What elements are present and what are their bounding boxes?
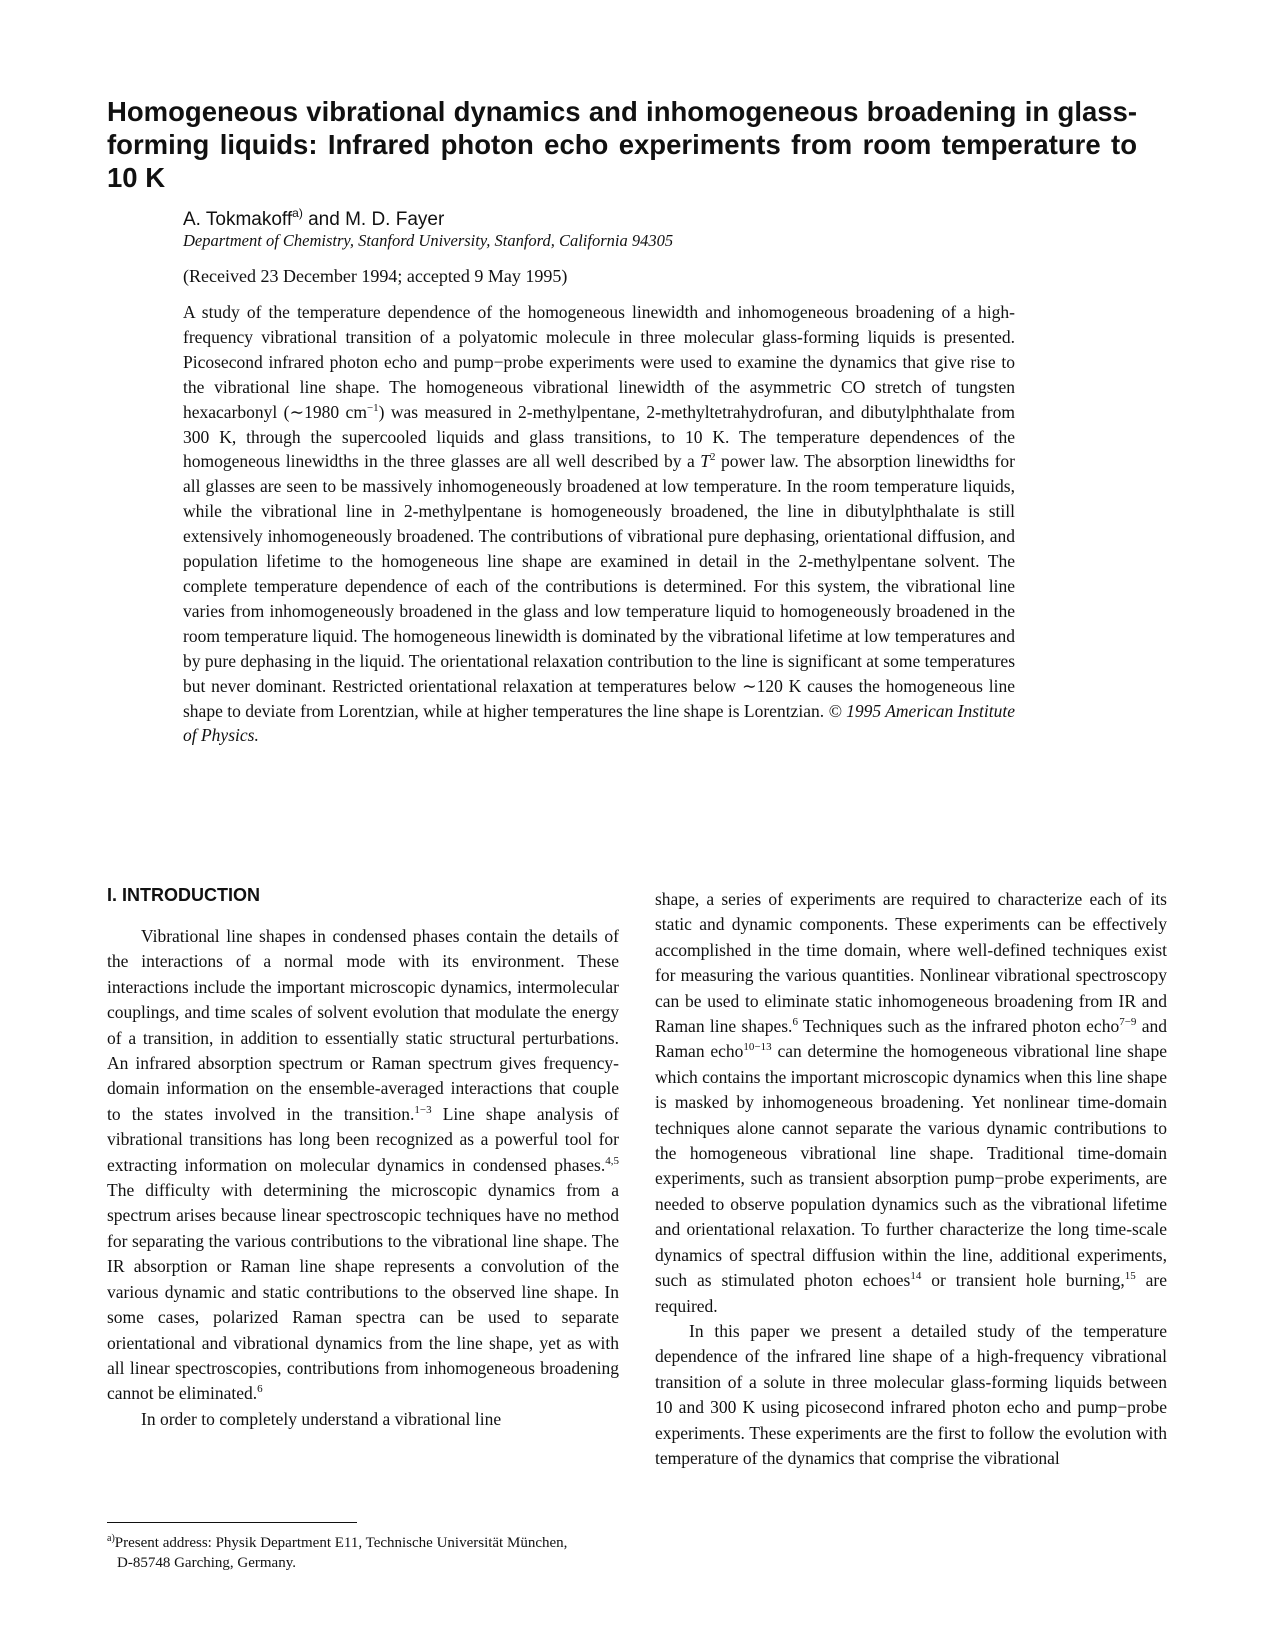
citation-superscript: 14 (910, 1270, 922, 1283)
paper-title: Homogeneous vibrational dynamics and inhomogeneous broadening in glass-forming liquids: Infrared photon echo experiments from room temperature to 10 K (107, 96, 1137, 193)
author-list (183, 206, 445, 231)
abstract-superscript: 2 (710, 451, 716, 464)
abstract-text-3: power law. The absorption linewidths for all glasses are seen to be massively inhomogeneously broadened at low temperature. In the room temperature liquids, while the vibrational line in 2-methylpentane is homogeneously broadened, the line in dibutylphthalate is still extensively inhomogeneously broadened. The contributions of vibrational pure dephasing, orientational diffusion, and population lifetime to the homogeneous line shape are examined in detail in the 2-methylpentane solvent. The complete temperature dependence of each of the contributions is determined. For this system, the vibrational line varies from inhomogeneously broadened in the glass and low temperature liquid to homogeneously broadened in the room temperature liquid. The homogeneous linewidth is dominated by the vibrational lifetime at low temperatures and by pure dephasing in the liquid. The orientational relaxation contribution to the line is significant at some temperatures but never dominant. Restricted orientational relaxation at temperatures below ∼120 K causes the homogeneous line shape to deviate from Lorentzian, while at higher temperatures the line shape is Lorentzian. (183, 451, 1016, 721)
paragraph-text: In this paper we present a detailed study of the temperature dependence of the infrared line shape of a high-frequency vibrational transition of a solute in three molecular glass-forming liquids between 10 and 300 K using picosecond infrared photon echo and pump−probe experiments. These experiments are the first to follow the evolution with temperature of the dynamics that comprise the vibrational (655, 1320, 1167, 1468)
paragraph-text: The difficulty with determining the microscopic dynamics from a spectrum arises because linear spectroscopic techniques have no method for separating the various contributions to the vibrational line shape. The IR absorption or Raman line shape represents a convolution of the various dynamic and static contributions to the observed line shape. In some cases, polarized Raman spectra can be used to separate orientational and vibrational dynamics from the line shape, yet as with all linear spectroscopies, contributions from inhomogeneous broadening cannot be eliminated. (107, 1180, 619, 1404)
author-1: A. Tokmakoff (183, 209, 293, 230)
citation-superscript: 10−13 (743, 1041, 772, 1054)
abstract-text-1: A study of the temperature dependence of the homogeneous linewidth and inhomogeneous broadening of a high-frequency vibrational transition of a polyatomic molecule in three molecular glass-forming liquids is presented. Picosecond infrared photon echo and pump−probe experiments were used to examine the dynamics that give rise to the vibrational line shape. The homogeneous vibrational linewidth of the asymmetric CO stretch of tungsten hexacarbonyl (∼1980 cm (183, 302, 1015, 422)
abstract-text-2: ) was measured in 2-methylpentane, 2-methyltetrahydrofuran, and dibutylphthalate from 300 K, through the supercooled liquids and glass transitions, to 10 K. The temperature dependences of the homogeneous linewidths in the three glasses are all well described by a (183, 401, 1015, 472)
footnote (107, 1533, 627, 1573)
abstract (183, 300, 1015, 748)
copyright-notice: © 1995 American Institute of Physics. (183, 700, 1015, 746)
paragraph (655, 1319, 1167, 1471)
footnote-divider (107, 1522, 357, 1523)
paragraph-text: Line shape analysis of vibrational transitions has long been recognized as a powerful tool for extracting information on molecular dynamics in condensed phases. (107, 1103, 619, 1175)
paragraph-text: Techniques such as the infrared photon echo (797, 1016, 1120, 1037)
paragraph-text: and Raman echo (655, 1016, 1167, 1062)
author-footnote-marker: a) (292, 206, 303, 220)
paragraph-text: Vibrational line shapes in condensed phases contain the details of the interactions of a normal mode with its environment. These interactions include the important microscopic dynamics, intermolecular couplings, and time scales of solvent evolution that modulate the energy of a transition, in addition to essentially static structural perturbations. An infrared absorption spectrum or Raman spectrum gives frequency-domain information on the ensemble-averaged interactions that couple to the states involved in the transition. (107, 926, 619, 1124)
paragraph-text: In order to completely understand a vibrational line (141, 1408, 502, 1429)
left-column-body (107, 924, 619, 1432)
citation-superscript: 4,5 (605, 1154, 619, 1167)
right-column (655, 887, 1167, 1471)
paragraph (107, 1407, 619, 1432)
paragraph-text: shape, a series of experiments are required to characterize each of its static and dynamic components. These experiments can be effectively accomplished in the time domain, where well-defined techniques exist for measuring the various quantities. Nonlinear vibrational spectroscopy can be used to eliminate static inhomogeneous broadening from IR and Raman line shapes. (655, 889, 1167, 1037)
abstract-superscript: −1 (366, 401, 379, 414)
author-2: and M. D. Fayer (302, 209, 445, 230)
affiliation: Department of Chemistry, Stanford University, Stanford, California 94305 (183, 231, 674, 250)
footnote-marker: a) (107, 1533, 115, 1544)
paragraph-text: can determine the homogeneous vibrational line shape which contains the important microscopic dynamics when this line shape is masked by inhomogeneous broadening. Yet nonlinear time-domain techniques alone cannot separate the various dynamic contributions to the homogeneous vibrational line shape. Traditional time-domain experiments, such as transient absorption pump−probe experiments, are needed to observe population dynamics such as the vibrational lifetime and orientational relaxation. To further characterize the long time-scale dynamics of spectral diffusion within the line, additional experiments, such as stimulated photon echoes (655, 1041, 1168, 1291)
citation-superscript: 6 (792, 1016, 798, 1029)
footnote-text: D-85748 Garching, Germany. (117, 1555, 296, 1571)
paragraph-text: or transient hole burning, (921, 1270, 1125, 1291)
paragraph-text: are required. (655, 1270, 1167, 1316)
citation-superscript: 15 (1124, 1270, 1136, 1283)
section-heading: I. INTRODUCTION (107, 885, 260, 905)
citation-superscript: 6 (257, 1383, 263, 1396)
received-dates: (Received 23 December 1994; accepted 9 May 1995) (183, 266, 568, 286)
temperature-symbol: T (700, 451, 711, 472)
citation-superscript: 1−3 (414, 1103, 432, 1116)
footnote-text: Present address: Physik Department E11, Technische Universität München, (114, 1535, 568, 1551)
paragraph (107, 924, 619, 1407)
citation-superscript: 7−9 (1119, 1016, 1137, 1029)
paragraph (655, 887, 1167, 1319)
